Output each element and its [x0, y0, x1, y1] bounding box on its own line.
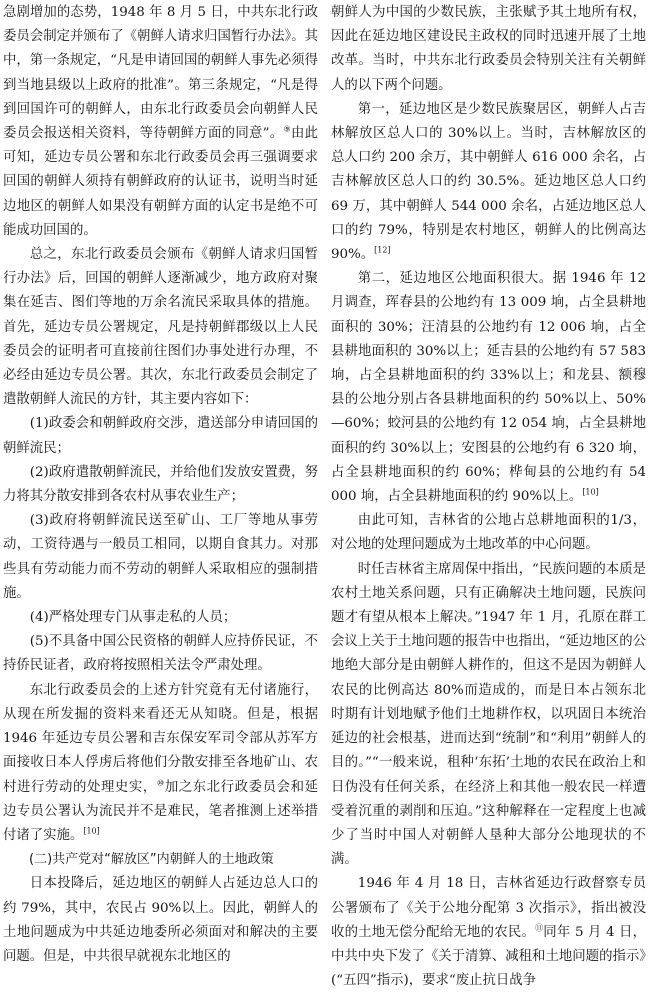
- paragraph: 时任吉林省主席周保中指出，“民族问题的本质是农村土地关系问题，只有正确解决土地问题，民族问题才有望从根本上解决。”1947 年 1 月，孔原在群工会议上关于土地问题的报告中也指出，“延边地区的公地绝大部分是由朝鲜人耕作的，但这不是因为朝鲜人农民的比例高达 80%而造成的，而是日本占领东北时期有计划地赋予他们土地耕作权，以巩固日本统治延边的社会根基，进而达到“统制”和“利用”朝鲜人的目的。”“一般来说，租种‘东拓’土地的农民在政治上和日伪没有任何关系，在经济上和其他一般农民一样遭受着沉重的剥削和压迫。”这种解释在一定程度上也减少了当时中国人对朝鲜人垦种大部分公地现状的不满。: [331, 561, 646, 868]
- footnote-marker: ⑩: [156, 778, 165, 788]
- citation-marker: [12]: [374, 245, 391, 255]
- paragraph: 第二，延边地区公地面积很大。据 1946 年 12 月调查，珲春县的公地约有 13 009 垧，占全县耕地面积的 30%；汪清县的公地约有 12 006 垧，占全县耕地面积的 30%以上；延吉县的公地约有 57 583 垧，占全县耕地面积的约 33%以上；和龙县、额穆县的公地分别占各县耕地面积的约 50%以上、50%—60%；蛟河县的公地约有 12 054 垧，占全县耕地面积的约 30%以上；安图县的公地约有 6 320 垧，占全县耕地面积的约 60%；桦甸县的公地约有 54 000 垧，占全县耕地面积的约 90%以上。[10]: [331, 271, 646, 505]
- paragraph: 1946 年 4 月 18 日，吉林省延边行政督察专员公署颁布了《关于公地分配第 3 次指示》，指出被没收的土地无偿分配给无地的农民。⑪同年 5 月 4 日，中共中央下发了《关于清算、减租和土地问题的指示》(“五四”指示)，要求“废止抗日战争: [331, 876, 647, 989]
- right-column: [331, 1, 647, 989]
- footnote-marker: ⑪: [535, 923, 544, 933]
- list-item: (1)政委会和朝鲜政府交涉，遣送部分申请回国的朝鲜流民；: [3, 416, 318, 456]
- list-item: (2)政府遣散朝鲜流民，并给他们发放安置费，努力将其分散安排到各农村从事农业生产；: [3, 464, 318, 505]
- list-item: (3)政府将朝鲜流民送至矿山、工厂等地从事劳动，工资待遇与一般员工相同，以期自食其力。对那些具有劳动能力而不劳动的朝鲜人采取相应的强制措施。: [3, 513, 318, 601]
- section-heading: (二)共产党对“解放区”内朝鲜人的土地政策: [29, 852, 274, 868]
- paragraph: 东北行政委员会的上述方针究竟有无付诸施行，从现在所发掘的资料来看还无从知晓。但是，根据 1946 年延边专员公署和吉东保安军司令部从苏军方面接收日本人俘虏后将他们分散安排至各地矿山、农村进行劳动的处理史实，⑩加之东北行政委员会和延边专员公署认为流民并不是难民，笔者推测上述举措付诸了实施。[10]: [3, 682, 319, 843]
- list-item: (5)不具备中国公民资格的朝鲜人应持侨民证，不持侨民证者，政府将按照相关法令严肃处理。: [3, 634, 318, 674]
- paragraph: 日本投降后，延边地区的朝鲜人占延边总人口的约 79%，其中，农民占 90%以上。因此，朝鲜人的土地问题成为中共延边地委所必须面对和解决的主要问题。但是，中共很早就视东北地区的: [3, 876, 318, 964]
- list-item: (4)严格处理专门从事走私的人员；: [29, 610, 237, 626]
- paragraph: 朝鲜人为中国的少数民族，主张赋予其土地所有权，因此在延边地区建设民主政权的同时迅速开展了土地改革。当时，中共东北行政委员会特别关注有关朝鲜人的以下两个问题。: [331, 5, 646, 93]
- paragraph: 急剧增加的态势，1948 年 8 月 5 日，中共东北行政委员会制定并颁布了《朝鲜人请求归国暂行办法》。其中，第一条规定，“凡是申请回国的朝鲜人事先必须得到当地县级以上政府的批准”。第三条规定，“凡是得到回国许可的朝鲜人，由东北行政委员会向朝鲜人民委员会报送相关资料，等待朝鲜方面的同意”。⑨由此可知，延边专员公署和东北行政委员会再三强调要求回国的朝鲜人须持有朝鲜政府的认证书，说明当时延边地区的朝鲜人如果没有朝鲜方面的认定书是绝不可能成功回国的。: [3, 5, 318, 238]
- left-column: [3, 1, 319, 964]
- paragraph: 第一，延边地区是少数民族聚居区，朝鲜人占吉林解放区总人口的 30%以上。当时，吉林解放区的总人口约 200 余万，其中朝鲜人 616 000 余名，占吉林解放区总人口的约 30.5%。延边地区总人口约 69 万，其中朝鲜人 544 000 余名，占延边地区总人口的约 79%，特别是农村地区，朝鲜人的比例高达 90%。[12]: [331, 101, 646, 263]
- paragraph: 总之，东北行政委员会颁布《朝鲜人请求归国暂行办法》后，回国的朝鲜人逐渐减少，地方政府对聚集在延吉、图们等地的万余名流民采取具体的措施。首先，延边专员公署规定，凡是持朝鲜郡级以上人民委员会的证明者可直接前往图们办事处进行办理，不必经由延边专员公署。其次，东北行政委员会制定了遣散朝鲜人流民的方针，其主要内容如下：: [3, 247, 318, 408]
- citation-marker: [10]: [83, 826, 100, 836]
- footnote-marker: ⑨: [283, 124, 291, 134]
- citation-marker: [10]: [582, 487, 599, 497]
- paragraph: 由此可知，吉林省的公地占总耕地面积的1/3，对公地的处理问题成为土地改革的中心问题。: [331, 513, 646, 553]
